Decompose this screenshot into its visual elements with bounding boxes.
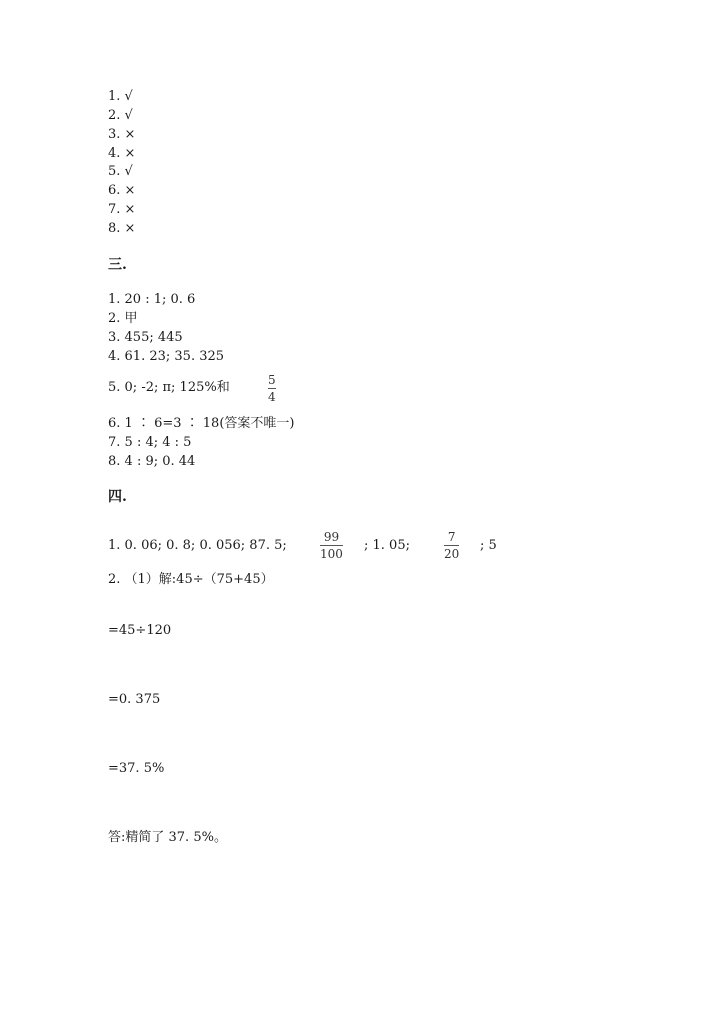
answer-8: 8. × (108, 221, 136, 236)
fraction-bar (268, 388, 276, 389)
section-3-item-5: 5. 0; -2; π; 125%和 (108, 380, 230, 395)
section-3-item-4: 4. 61. 23; 35. 325 (108, 349, 225, 364)
answer-4: 4. × (108, 146, 136, 161)
fraction-bar (320, 545, 343, 546)
q1-part-3: ; 5 (480, 538, 497, 553)
answer-6: 6. × (108, 183, 136, 198)
section-3-item-8: 8. 4 : 9; 0. 44 (108, 454, 196, 469)
fraction-5-4 (268, 373, 276, 404)
fraction-99-100 (320, 530, 343, 561)
answer-1: 1. √ (108, 89, 133, 104)
section-3-item-6: 6. 1 ∶ 6=3 ∶ 18(答案不唯一) (108, 416, 295, 431)
fraction-denominator: 20 (444, 547, 460, 561)
q2-step-1: =45÷120 (108, 623, 172, 638)
section-3-item-1: 1. 20 : 1; 0. 6 (108, 292, 196, 307)
q2-step-2: =0. 375 (108, 692, 161, 707)
fraction-numerator: 5 (268, 373, 276, 387)
section-3-item-3: 3. 455; 445 (108, 330, 183, 345)
q1-part-1: 1. 0. 06; 0. 8; 0. 056; 87. 5; (108, 538, 287, 553)
q2-answer: 答:精简了 37. 5%。 (108, 830, 227, 845)
section-3-item-2: 2. 甲 (108, 311, 138, 326)
answer-2: 2. √ (108, 108, 133, 123)
section-3-heading: 三. (108, 257, 127, 273)
answer-5: 5. √ (108, 164, 133, 179)
fraction-numerator: 99 (323, 530, 340, 544)
answer-7: 7. × (108, 202, 136, 217)
fraction-7-20 (444, 530, 459, 561)
fraction-denominator: 100 (320, 547, 343, 561)
fraction-denominator: 4 (268, 390, 276, 404)
section-4-heading: 四. (108, 489, 127, 505)
q2-line-1: 2. （1）解:45÷（75+45） (108, 572, 274, 587)
section-3-item-7: 7. 5 : 4; 4 : 5 (108, 435, 192, 450)
q2-step-3: =37. 5% (108, 761, 165, 776)
answer-3: 3. × (108, 127, 136, 142)
fraction-bar (444, 545, 459, 546)
fraction-numerator: 7 (447, 530, 456, 544)
q1-part-2: ; 1. 05; (364, 538, 410, 553)
